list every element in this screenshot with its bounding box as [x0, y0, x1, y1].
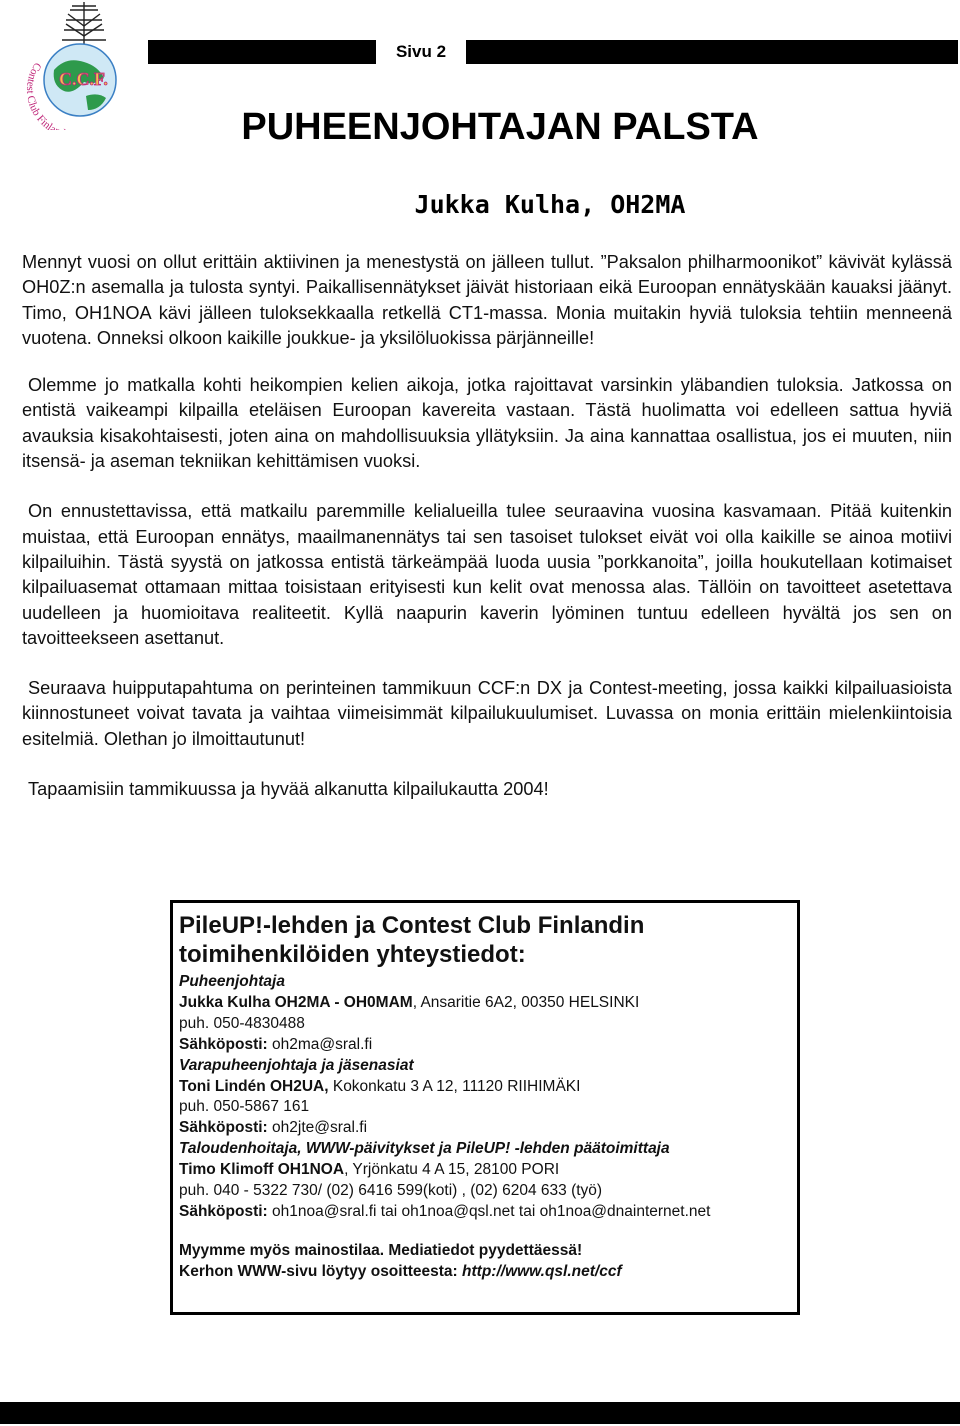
article-paragraph: On ennustettavissa, että matkailu paremmille kelialueilla tulee seuraavina vuosina kasvamaan. Pitää kuitenkin muistaa, että Euroopan ennätys, maailmanennätys tai sen tasoiset tulokset eivät voi olla kaikille se ainoa motiivi kilpailuihin. Tästä syystä on jatkossa entistä tärkeämpää luoda uusia ”porkkanoita”, joilla houkutellaan kotimaiset kilpailuasemat ottamaan mittaa toisistaan erityisesti kun kelit ovat menossa alas. Tällöin on tavoitteet asetettava uudelleen ja huomioitava realiteetit. Kyllä naapurin kaverin lyöminen tuntuu edelleen hyvältä jos sen on tavoitteekseen asettanut.	[22, 501, 952, 648]
page-number-label: Sivu 2	[376, 36, 466, 68]
contact-role: Varapuheenjohtaja ja jäsenasiat	[179, 1056, 414, 1074]
page-footer-bar	[0, 1402, 960, 1424]
contact-phone: puh. 040 - 5322 730/ (02) 6416 599(koti) , (02) 6204 633 (työ)	[179, 1182, 603, 1200]
contact-name-address	[179, 1160, 791, 1181]
article-paragraph: Olemme jo matkalla kohti heikompien kelien aikoja, jotka rajoittavat varsinkin yläbandien tuloksia. Jatkossa on entistä vaikeampi kilpailla eteläisen Euroopan kavereita vastaan. Tästä huolimatta voi edelleen sattua hyviä avauksia kisakohtaisesti, joten aina on mahdollisuuksia yllätyksiin. Ja aina kannattaa osallistua, jos ei muuten, niin itsensä- ja aseman tekniikan kehittämisen vuoksi.	[22, 375, 952, 472]
author-byline: Jukka Kulha, OH2MA	[414, 190, 686, 219]
contact-name-address	[179, 1077, 791, 1098]
contact-box-title-line: PileUP!-lehden ja Contest Club Finlandin	[179, 912, 645, 939]
contact-email-row	[179, 1118, 791, 1139]
contact-email: oh1noa@sral.fi tai oh1noa@qsl.net tai oh1noa@dnainternet.net	[267, 1202, 711, 1220]
contact-name-address	[179, 993, 791, 1014]
contact-name: Jukka Kulha OH2MA - OH0MAM	[179, 993, 413, 1011]
email-label: Sähköposti:	[179, 1119, 268, 1137]
article-paragraph: Tapaamisiin tammikuussa ja hyvää alkanutta kilpailukautta 2004!	[28, 779, 549, 800]
contact-address: Kokonkatu 3 A 12, 11120 RIIHIMÄKI	[328, 1077, 581, 1095]
contact-address: , Ansaritie 6A2, 00350 HELSINKI	[412, 993, 640, 1011]
article-body	[22, 250, 952, 827]
contact-name: Toni Lindén OH2UA,	[179, 1077, 329, 1095]
contact-role: Taloudenhoitaja, WWW-päivitykset ja PileUP! -lehden päätoimittaja	[179, 1140, 670, 1158]
website-row	[179, 1262, 791, 1283]
svg-text:C.C.F.: C.C.F.	[59, 69, 108, 89]
contact-email: oh2ma@sral.fi	[267, 1035, 373, 1053]
article-paragraph: Mennyt vuosi on ollut erittäin aktiivinen ja menestystä on jälleen tullut. ”Paksalon philharmoonikot” kävivät kylässä OH0Z:n asemalla ja tulosta syntyi. Paikallisennätykset jäivät historiaan eikä Euroopan ennätyskään kauaksi jäänyt. Timo, OH1NOA kävi jälleen tuloksekkaalla retkellä CT1-massa. Monia muitakin hyviä tuloksia tehtiin menneenä vuotena. Onneksi olkoon kaikille joukkue- ja yksilöluokissa pärjänneille!	[22, 252, 952, 348]
contact-info-box	[170, 900, 800, 1315]
page-header-bar	[148, 40, 958, 64]
email-label: Sähköposti:	[179, 1035, 268, 1053]
page-title: PUHEENJOHTAJAN PALSTA	[241, 106, 759, 148]
website-label: Kerhon WWW-sivu löytyy osoitteesta:	[179, 1262, 463, 1280]
contact-email-row	[179, 1202, 791, 1223]
contact-name: Timo Klimoff OH1NOA	[179, 1161, 345, 1179]
svg-text:Contest Club Finland: Contest Club Finla	[23, 60, 59, 130]
contact-email: oh2jte@sral.fi	[267, 1119, 368, 1137]
contact-address: , Yrjönkatu 4 A 15, 28100 PORI	[344, 1161, 560, 1179]
website-link[interactable]: http://www.qsl.net/ccf	[462, 1262, 622, 1280]
contact-email-row	[179, 1035, 791, 1056]
advertising-note: Myymme myös mainostilaa. Mediatiedot pyydettäessä!	[179, 1241, 583, 1259]
email-label: Sähköposti:	[179, 1202, 268, 1220]
article-paragraph: Seuraava huipputapahtuma on perinteinen tammikuun CCF:n DX ja Contest-meeting, jossa kaikki kilpailuasioista kiinnostuneet voivat tavata ja vaihtaa viimeisimmät kilpailukuulumiset. Luvassa on monia erittäin mielenkiintoisia esitelmiä. Olethan jo ilmoittautunut!	[22, 678, 952, 749]
club-logo	[14, 0, 124, 130]
contact-box-title-line: toimihenkilöiden yhteystiedot:	[179, 941, 526, 968]
contact-role: Puheenjohtaja	[179, 973, 285, 990]
contact-phone: puh. 050-5867 161	[179, 1098, 310, 1116]
contact-box-title	[179, 911, 791, 969]
contact-phone: puh. 050-4830488	[179, 1014, 305, 1032]
